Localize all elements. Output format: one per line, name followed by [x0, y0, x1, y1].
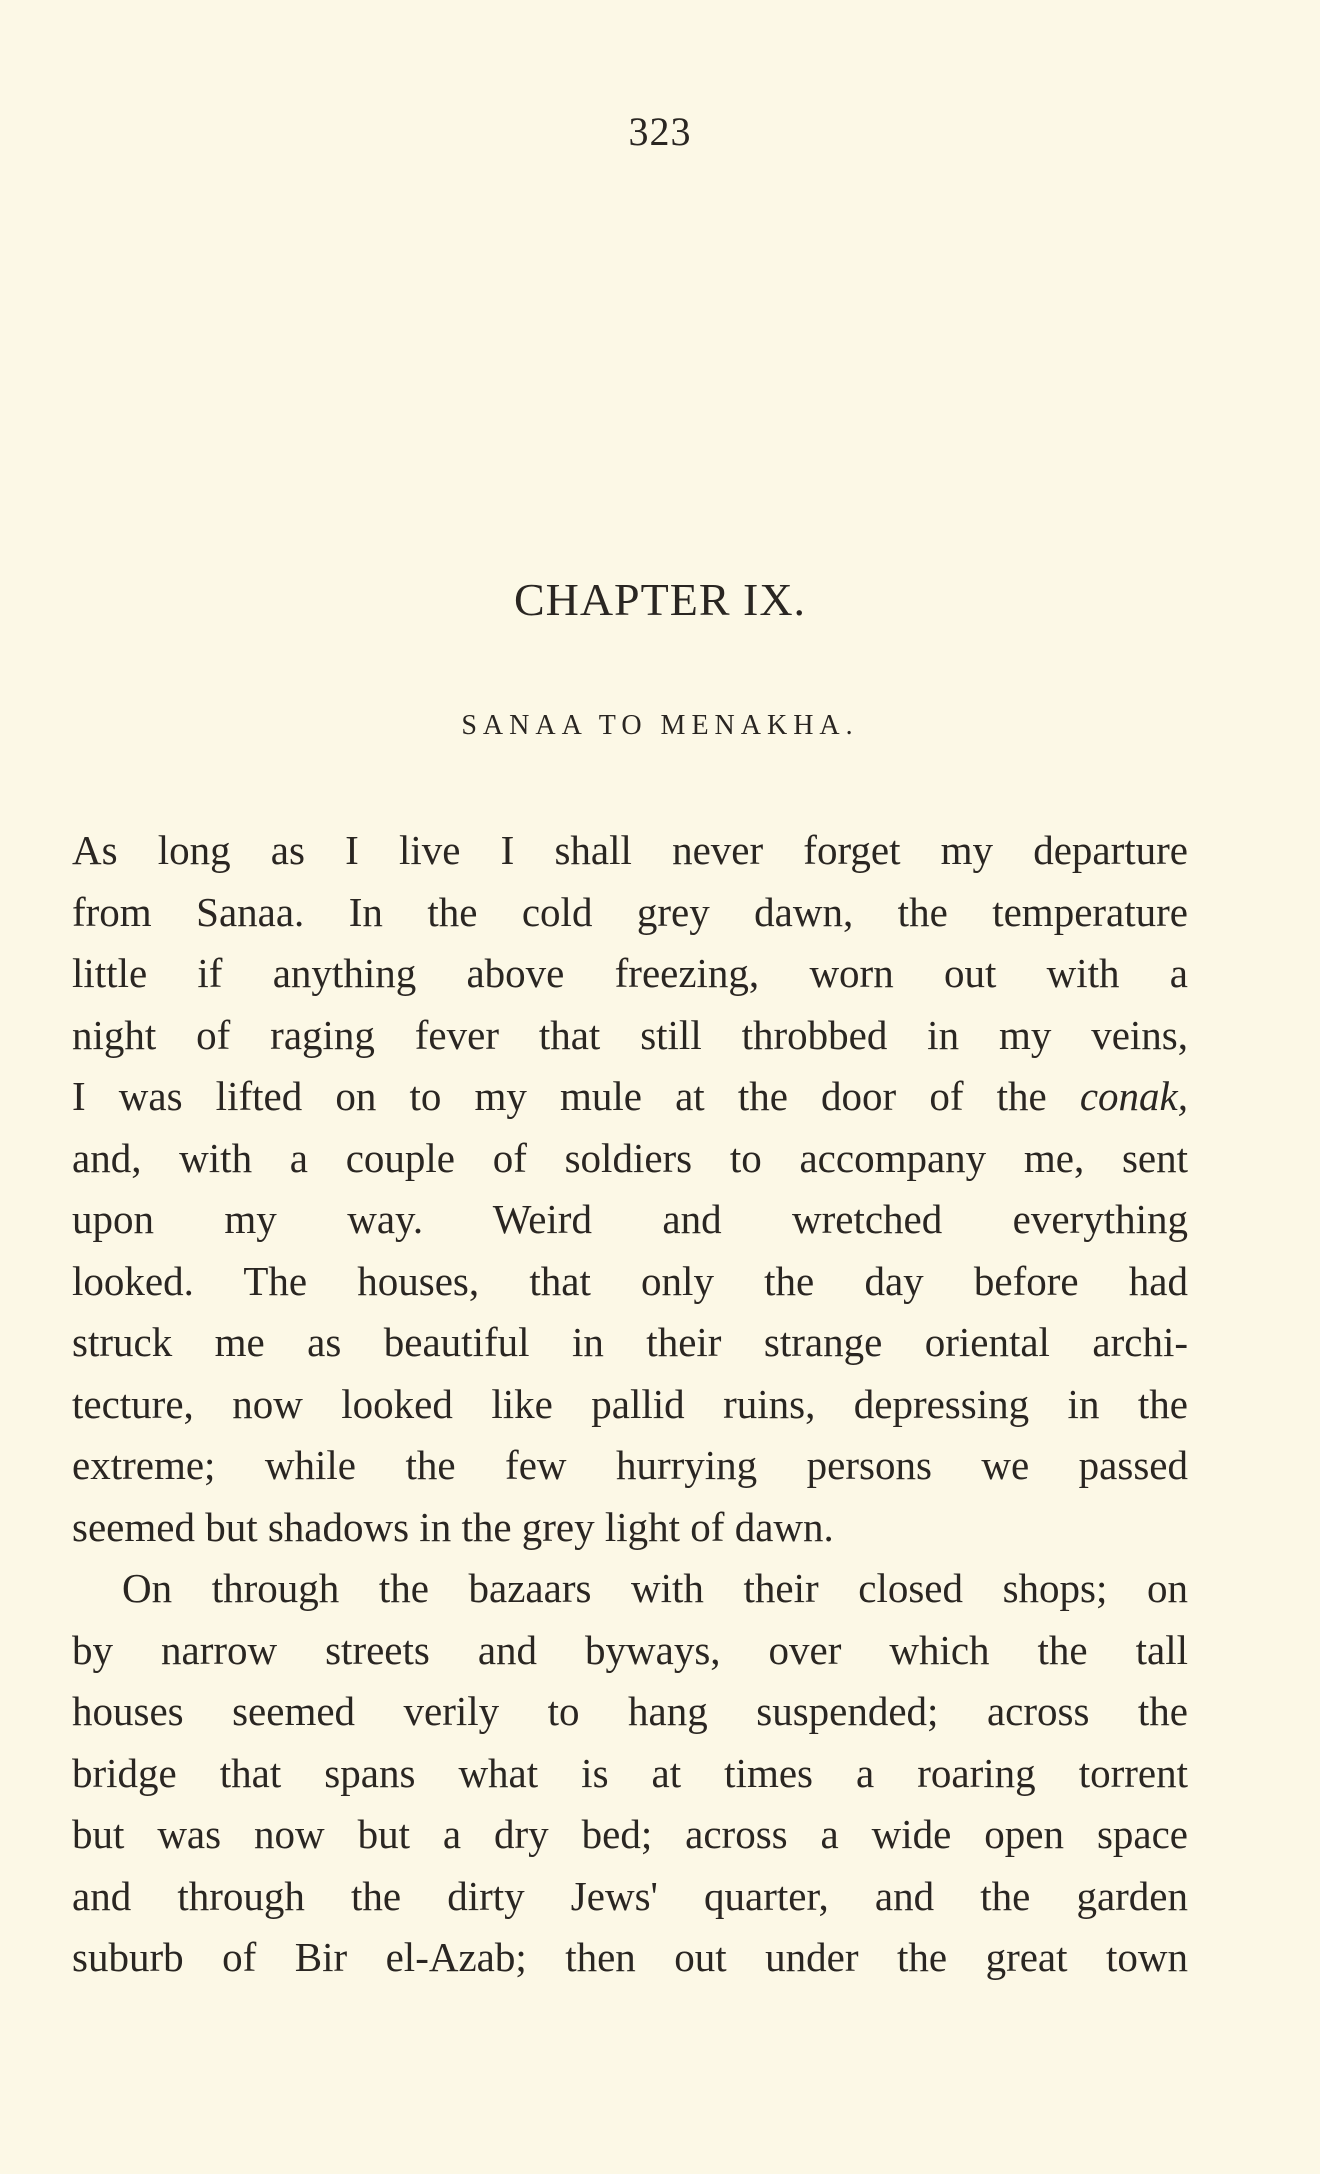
text-line: bridge that spans what is at times a roaring torrent	[72, 1749, 1188, 1796]
text-line: As long as I live I shall never forget my departure	[72, 827, 1188, 873]
text-line: upon my way. Weird and wretched everything	[72, 1196, 1188, 1242]
text-line: suburb of Bir el-Azab; then out under the great town	[72, 1934, 1188, 1980]
text-line: and through the dirty Jews' quarter, and the garden	[72, 1872, 1188, 1919]
body-text	[72, 820, 1188, 1989]
paragraph-1	[72, 820, 1188, 1558]
text-line: tecture, now looked like pallid ruins, depressing in the	[72, 1380, 1188, 1427]
text-line: looked. The houses, that only the day before had	[72, 1257, 1188, 1304]
text-line: from Sanaa. In the cold grey dawn, the temperature	[72, 888, 1188, 935]
text-line: by narrow streets and byways, over which the tall	[72, 1626, 1188, 1673]
text-line: and, with a couple of soldiers to accompany me, sent	[72, 1134, 1188, 1181]
text-line: On through the bazaars with their closed shops; on	[122, 1565, 1188, 1611]
text-line: seemed but shadows in the grey light of dawn.	[72, 1503, 834, 1550]
chapter-subtitle: SANAA TO MENAKHA.	[461, 710, 859, 741]
italic-word: conak,	[1079, 1073, 1188, 1119]
paragraph-2	[72, 1558, 1188, 1989]
text-line: extreme; while the few hurrying persons we passed	[72, 1442, 1188, 1488]
text-line: night of raging fever that still throbbed in my veins,	[72, 1011, 1188, 1058]
text-line: struck me as beautiful in their strange oriental archi-	[72, 1319, 1188, 1365]
text-line: but was now but a dry bed; across a wide open space	[72, 1811, 1188, 1857]
text-line: little if anything above freezing, worn out with a	[72, 950, 1188, 996]
chapter-title: CHAPTER IX.	[513, 574, 807, 625]
text-line: houses seemed verily to hang suspended; across the	[72, 1688, 1188, 1734]
page-number: 323	[628, 109, 692, 154]
text-line: I was lifted on to my mule at the door of the conak,	[72, 1073, 1188, 1119]
